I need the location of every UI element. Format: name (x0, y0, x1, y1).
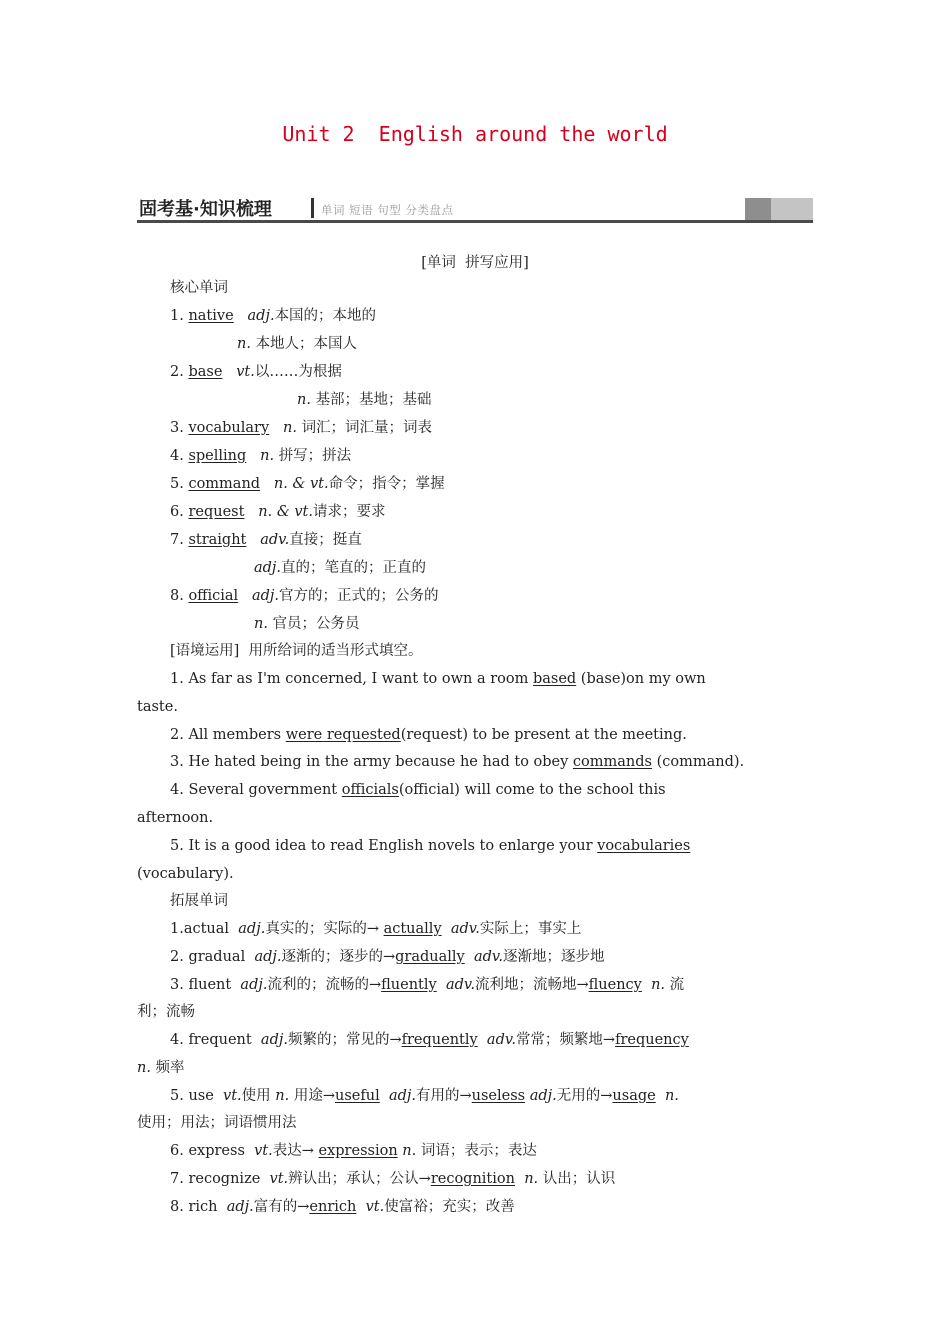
vocab-word: official (188, 588, 239, 604)
expand-word-3-cont: 利；流畅 (137, 1004, 195, 1020)
exercise-3: 3. He hated being in the army because he had to obey commands (command). (170, 754, 745, 770)
vocab-word: base (188, 364, 223, 380)
banner-block-light (771, 198, 813, 220)
core-word-6: 6. request n. & vt.请求；要求 (170, 504, 386, 520)
answer-blank: based (532, 671, 577, 687)
core-word-1-extra: n. 本地人；本国人 (237, 336, 358, 352)
answer-blank: officials (341, 782, 399, 798)
expand-word-2: 2. gradual adj.逐渐的；逐步的→gradually adv.逐渐地；逐步地 (170, 949, 605, 965)
derived-word: usage (612, 1088, 656, 1104)
derived-word: frequently (401, 1032, 478, 1048)
expand-word-3: 3. fluent adj.流利的；流畅的→fluently adv.流利地；流畅地→fluency n. 流 (170, 977, 685, 993)
core-word-7: 7. straight adv.直接；挺直 (170, 532, 362, 548)
derived-word: frequency (615, 1032, 689, 1048)
derived-word: enrich (309, 1199, 357, 1215)
unit-title: Unit 2 English around the world (282, 122, 668, 146)
derived-word: actually (383, 921, 442, 937)
core-word-7-extra: adj.直的；笔直的；正直的 (254, 560, 427, 576)
exercise-5-cont: (vocabulary). (137, 866, 234, 882)
banner-separator (311, 198, 314, 218)
banner-block-dark (745, 198, 771, 220)
core-word-3: 3. vocabulary n. 词汇；词汇量；词表 (170, 420, 433, 436)
core-word-1: 1. native adj.本国的；本地的 (170, 308, 377, 324)
answer-blank: vocabularies (597, 838, 691, 854)
exercise-1-cont: taste. (137, 699, 178, 715)
section-header: [单词 拼写应用] (421, 255, 529, 271)
exercise-2: 2. All members were requested(request) to be present at the meeting. (170, 727, 687, 743)
section-banner (137, 195, 813, 223)
exercise-5: 5. It is a good idea to read English novels to enlarge your vocabularies (170, 838, 691, 854)
core-word-2: 2. base vt.以……为根据 (170, 364, 342, 380)
expand-word-4: 4. frequent adj.频繁的；常见的→frequently adv.常常；频繁地→frequency (170, 1032, 689, 1048)
exercise-4: 4. Several government officials(official) will come to the school this (170, 782, 666, 798)
derived-word: useful (335, 1088, 380, 1104)
expand-word-5: 5. use vt.使用 n. 用途→useful adj.有用的→useless adj.无用的→usage n. (170, 1088, 679, 1104)
expand-word-6: 6. express vt.表达→ expression n. 词语；表示；表达 (170, 1143, 537, 1159)
vocab-word: native (188, 308, 234, 324)
expand-word-7: 7. recognize vt.辨认出；承认；公认→recognition n. 认出；认识 (170, 1171, 616, 1187)
core-word-4: 4. spelling n. 拼写；拼法 (170, 448, 352, 464)
vocab-word: straight (188, 532, 247, 548)
expand-word-4-cont: n. 频率 (137, 1060, 185, 1076)
derived-word: recognition (430, 1171, 515, 1187)
expand-word-8: 8. rich adj.富有的→enrich vt.使富裕；充实；改善 (170, 1199, 515, 1215)
core-word-2-extra: n. 基部；基地；基础 (297, 392, 432, 408)
banner-heading: 固考基·知识梳理 (139, 199, 272, 220)
answer-blank: were requested (285, 727, 401, 743)
derived-word: fluently (381, 977, 437, 993)
core-word-5: 5. command n. & vt.命令；指令；掌握 (170, 476, 445, 492)
derived-word: fluency (588, 977, 642, 993)
vocab-word: request (188, 504, 245, 520)
vocab-word: vocabulary (188, 420, 270, 436)
vocab-word: command (188, 476, 261, 492)
expand-word-1: 1.actual adj.真实的；实际的→ actually adv.实际上；事实上 (170, 921, 582, 937)
expand-word-5-cont: 使用；用法；词语惯用法 (137, 1115, 297, 1131)
exercise-4-cont: afternoon. (137, 810, 214, 826)
core-word-8-extra: n. 官员；公务员 (254, 616, 360, 632)
exercise-1: 1. As far as I'm concerned, I want to own a room based (base)on my own (170, 671, 706, 687)
core-word-8: 8. official adj.官方的；正式的；公务的 (170, 588, 439, 604)
derived-word: useless (471, 1088, 526, 1104)
vocab-word: spelling (188, 448, 247, 464)
derived-word: gradually (395, 949, 465, 965)
answer-blank: commands (572, 754, 652, 770)
expand-heading: 拓展单词 (170, 893, 228, 909)
core-heading: 核心单词 (170, 280, 228, 296)
banner-subtitle: 单词 短语 句型 分类盘点 (321, 203, 454, 217)
derived-word: expression (318, 1143, 398, 1159)
context-heading: [语境运用] 用所给词的适当形式填空。 (170, 643, 423, 659)
